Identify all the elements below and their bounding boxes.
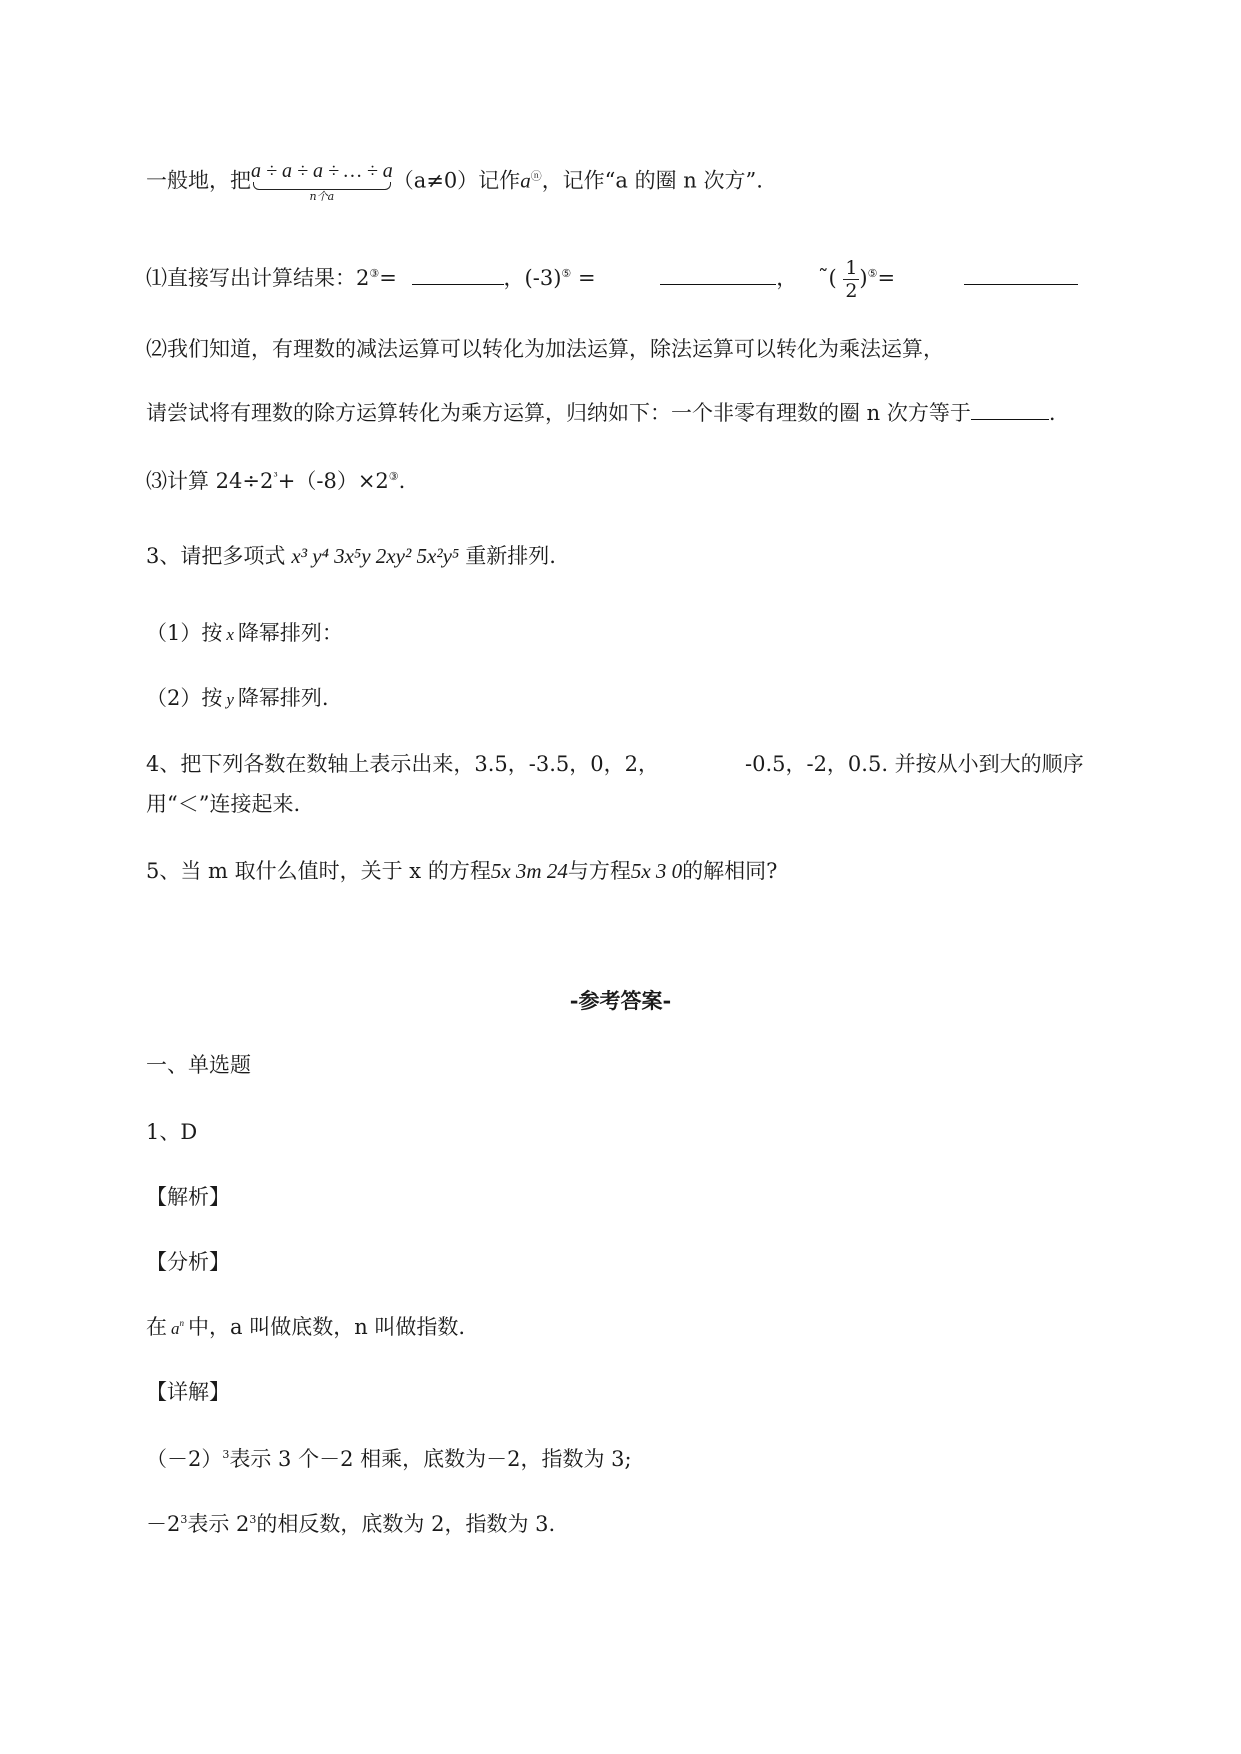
polynomial-terms: x³ y⁴ 3x⁵y 2xy² 5x²y⁵ [291,544,460,568]
intro-line [146,160,763,204]
detail-1-post: 表示 3 个－2 相乘，底数为－2，指数为 3; [229,1447,632,1471]
q1-part-2: ，(-3) [503,266,562,290]
jiexi-label: 【解析】 [146,1185,230,1209]
analysis-n: n [179,1318,184,1328]
question-1 [146,257,1078,302]
problem-5 [146,856,777,886]
half-numerator: 1 [845,257,858,279]
half-denominator: 2 [845,280,858,302]
detail-2-pre: －2 [146,1512,181,1536]
p5-post: 的解相同? [682,859,778,883]
detail-line-2 [146,1509,555,1539]
fraction-numerator: a ÷ a ÷ a ÷ … ÷ a [251,160,393,182]
underbrace [253,182,391,190]
p3b-pre: （2）按 [146,686,223,710]
p5-equation-2: 5x 3 0 [630,859,683,883]
answer-blank-1[interactable] [412,264,504,285]
analysis-post: 中，a 叫做底数，n 叫做指数. [188,1315,466,1339]
intro-a: a [520,168,531,193]
answer-blank-3[interactable] [964,264,1078,285]
p3a-post: 降幂排列： [237,621,343,645]
intro-circled-n: ⓝ [530,169,542,183]
detail-2-mid: 表示 2 [187,1512,250,1536]
question-2-line-2 [146,398,1056,428]
q3-text: ⑶计算 24÷2 [146,469,274,493]
q1-sup-1: ③ [369,267,380,280]
answer-blank-2[interactable] [660,264,776,285]
p3-suffix: 重新排列. [465,544,556,568]
intro-prefix: 一般地，把 [146,168,251,193]
p3a-pre: （1）按 [146,621,223,645]
fenxi-label: 【分析】 [146,1250,230,1274]
p3a-var: x [226,625,234,644]
detail-2-post: 的相反数，底数为 2，指数为 3. [256,1512,556,1536]
intro-suffix: ，记作“a 的圈 n 次方”. [541,168,763,193]
q1-eq-2: = [577,266,596,290]
analysis-text [146,1312,465,1344]
problem-3 [146,541,556,571]
p4-line-1a: 4、把下列各数在数轴上表示出来，3.5，-3.5，0，2， [146,752,659,776]
q3-mid: +（-8）×2 [277,469,389,493]
p5-mid: 与方程 [567,859,631,883]
q2-line-2-end: . [1048,401,1056,425]
analysis-a: a [171,1319,180,1338]
question-2-line-1: ⑵我们知道，有理数的减法运算可以转化为加法运算，除法运算可以转化为乘法运算， [146,337,944,361]
p4-line-1b: -0.5，-2，0.5. 并按从小到大的顺序 [744,752,1084,776]
p5-equation-1: 5x 3m 24 [490,859,568,883]
half-fraction [843,257,859,302]
q1-eq-3: = [877,266,896,290]
answer-blank-4[interactable] [971,399,1049,420]
detail-1-sup: 3 [222,1448,230,1461]
detail-line-1 [146,1444,632,1474]
answers-title: -参考答案- [569,988,672,1013]
q1-label: ⑴直接写出计算结果：2 [146,266,370,290]
question-3 [146,466,405,496]
q3-sup-2: ③ [388,470,399,483]
problem-4-line-2: 用“＜”连接起来. [146,792,301,816]
problem-4-line-1 [146,749,1084,779]
q1-paren-open: ( [828,266,837,290]
detail-1-pre: （－2） [146,1447,223,1471]
problem-3-part-1 [146,618,343,650]
q3-sup-1: ³ [273,470,278,483]
xiangjie-label: 【详解】 [146,1380,230,1404]
answer-1: 1、D [146,1120,198,1144]
section-heading: 一、单选题 [146,1053,251,1077]
repeated-division-fraction [251,160,393,204]
q1-sup-3: ⑤ [867,267,878,280]
q1-tilde: ˜ [817,266,829,290]
q1-sup-2: ⑤ [561,267,572,280]
problem-3-part-2 [146,683,329,715]
p3-prefix: 3、请把多项式 [146,544,286,568]
p5-pre: 5、当 m 取什么值时，关于 x 的方程 [146,859,491,883]
p3b-post: 降幂排列. [237,686,329,710]
detail-2-sup-2: 3 [249,1513,257,1526]
q1-paren-close: ) [859,266,868,290]
p3b-var: y [226,690,234,709]
q1-part-3-comma: ， [776,266,798,290]
detail-2-sup: 3 [180,1513,188,1526]
q3-end: . [398,469,406,493]
q1-eq-1: = [379,266,397,290]
analysis-pre: 在 [146,1315,167,1339]
fraction-underbrace-label: n个a [309,190,335,203]
q2-line-2-text: 请尝试将有理数的除方运算转化为乘方运算，归纳如下：一个非零有理数的圈 n 次方等于 [146,401,971,425]
intro-condition: （a≠0）记作 [392,168,521,193]
